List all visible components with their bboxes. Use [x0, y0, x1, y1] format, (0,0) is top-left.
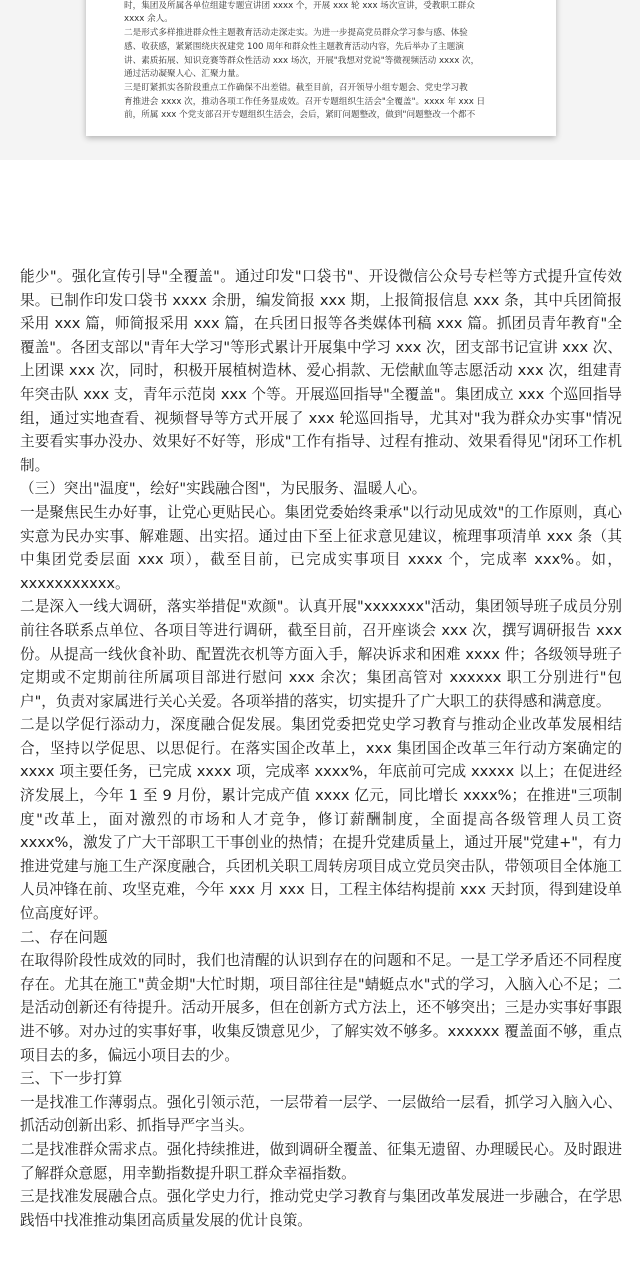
preview-line: xxxx 余人。: [124, 14, 173, 25]
preview-line: 感、收获感，紧紧围绕庆祝建党 100 周年和群众性主题教育活动内容，先后举办了主题演: [124, 41, 464, 52]
heading-problems: 二、存在问题: [20, 928, 108, 946]
paragraph-step-2: 二是找准群众需求点。强化持续推进，做到调研全覆盖、征集无遗留、办理暖民心。及时跟进了解群众意愿，用幸勤指数提升职工群众幸福指数。: [20, 1140, 622, 1182]
paragraph-problems: 在取得阶段性成效的同时，我们也清醒的认识到存在的问题和不足。一是工学矛盾还不同程度存在。尤其在施工"黄金期"大忙时期，项目部往往是"蜻蜓点水"式的学习，入脑入心不足；二是活动创新还有待提升。活动开展多，但在创新方式方法上，还不够突出；三是办实事好事跟进不够。对办过的实事好事，收集反馈意见少，了解实效不够多。xxxxxx 覆盖面不够，重点项目去的多，偏远小项目去的少。: [20, 952, 622, 1064]
page-preview-background: [0, 0, 640, 160]
paragraph-step-1: 一是找准工作薄弱点。强化引领示范，一层带着一层学、一层做给一层看，抓学习入脑入心、抓活动创新出彩、抓指导严字当头。: [20, 1093, 622, 1135]
preview-line: 二是形式多样推进群众性主题教育活动走深走实。为进一步提高党员群众学习参与感、体验: [124, 28, 468, 39]
preview-line: 讲、素质拓展、知识竞赛等群众性活动 xxx 场次，开展"我想对党说"等微视频活动 xxxx 次，: [124, 55, 480, 66]
preview-line: 时，集团及所属各单位组建专题宣讲团 xxxx 个，开展 xxx 轮 xxx 场次宣讲，受教职工群众: [124, 0, 475, 11]
heading-next-steps: 三、下一步打算: [20, 1070, 123, 1088]
paragraph-livelihood: 一是聚焦民生办好事，让党心更贴民心。集团党委始终秉承"以行动见成效"的工作原则，真心实意为民办实事、解难题、出实招。通过由下至上征求意见建议，梳理事项清单 xxx 条（其中集团党委层面 xxx 项），截至目前，已完成实事项目 xxxx 个，完成率 xxx%。如，xxxxxxxxxxx。: [20, 503, 622, 592]
preview-line: 前，所属 xxx 个党支部召开专题组织生活会，会后，紧盯问题整改，做到"问题整改一个都不: [124, 110, 476, 121]
section-heading-warmth: （三）突出"温度"，绘好"实践融合图"，为民服务、温暖人心。: [20, 480, 427, 498]
preview-line: 三是盯紧抓实各阶段重点工作确保不出差错。截至目前，召开领导小组专题会、党史学习教: [124, 82, 468, 93]
paragraph-development: 二是以学促行添动力，深度融合促发展。集团党委把党史学习教育与推动企业改革发展相结合，坚持以学促思、以思促行。在落实国企改革上，xxx 集团国企改革三年行动方案确定的 xxxx 项主要任务，已完成 xxxx 项，完成率 xxxx%，年底前可完成 xxxxx 以上；在促进经济发展上，今年 1 至 9 月份，累计完成产值 xxxx 亿元，同比增长 xxxx%；在推进"三项制度"改革上，面对激烈的市场和人才竞争，修订薪酬制度，全面提高各级管理人员工资 xxxx%，激发了广大干部职工干事创业的热情；在提升党建质量上，通过开展"党建+"，有力推进党建与施工生产深度融合，兵团机关职工周转房项目成立党员突击队，带领项目全体施工人员冲锋在前、攻坚克难，今年 xxx 月 xxx 日，工程主体结构提前 xxx 天封顶，得到建设单位高度好评。: [20, 716, 622, 923]
preview-line: 育推进会 xxxx 次，推动各项工作任务显成效。召开专题组织生活会"全覆盖"。xxxx 年 xxx 日: [124, 96, 486, 107]
paragraph-publicity: 能少"。强化宣传引导"全覆盖"。通过印发"口袋书"、开设微信公众号专栏等方式提升宣传效果。已制作印发口袋书 xxxx 余册，编发简报 xxx 期，上报简报信息 xxx 条，其中兵团简报采用 xxx 篇，师简报采用 xxx 篇，在兵团日报等各类媒体刊稿 xxx 篇。抓团员青年教育"全覆盖"。各团支部以"青年大学习"等形式累计开展集中学习 xxx 次，团支部书记宣讲 xxx 次、上团课 xxx 次，同时，积极开展植树造林、爱心捐款、无偿献血等志愿活动 xxx 次，组建青年突击队 xxx 支，青年示范岗 xxx 个等。开展巡回指导"全覆盖"。集团成立 xxx 个巡回指导组，通过实地查看、视频督导等方式开展了 xxx 轮巡回指导，尤其对"我为群众办实事"情况主要看实事办没办、效果好不好等，形成"工作有指导、过程有推动、效果看得见"闭环工作机制。: [20, 268, 622, 474]
scanned-page-preview: [86, 0, 556, 136]
article-body: [20, 265, 622, 1232]
paragraph-step-3: 三是找准发展融合点。强化学史力行，推动党史学习教育与集团改革发展进一步融合，在学思践悟中找准推动集团高质量发展的优计良策。: [20, 1188, 622, 1229]
preview-line: 通过活动凝聚人心、汇聚力量。: [124, 69, 245, 80]
paragraph-research: 二是深入一线大调研，落实举措促"欢颜"。认真开展"xxxxxxx"活动，集团领导班子成员分别前往各联系点单位、各项目等进行调研，截至目前，召开座谈会 xxx 次，撰写调研报告 xxx 份。从提高一线伙食补助、配置洗衣机等方面入手，解决诉求和困难 xxxx 件；各级领导班子定期或不定期前往所属项目部进行慰问 xxx 余次；集团高管对 xxxxxx 职工分别进行"包户"，负责对家属进行关心关爱。各项举措的落实，切实提升了广大职工的获得感和满意度。: [20, 598, 623, 710]
